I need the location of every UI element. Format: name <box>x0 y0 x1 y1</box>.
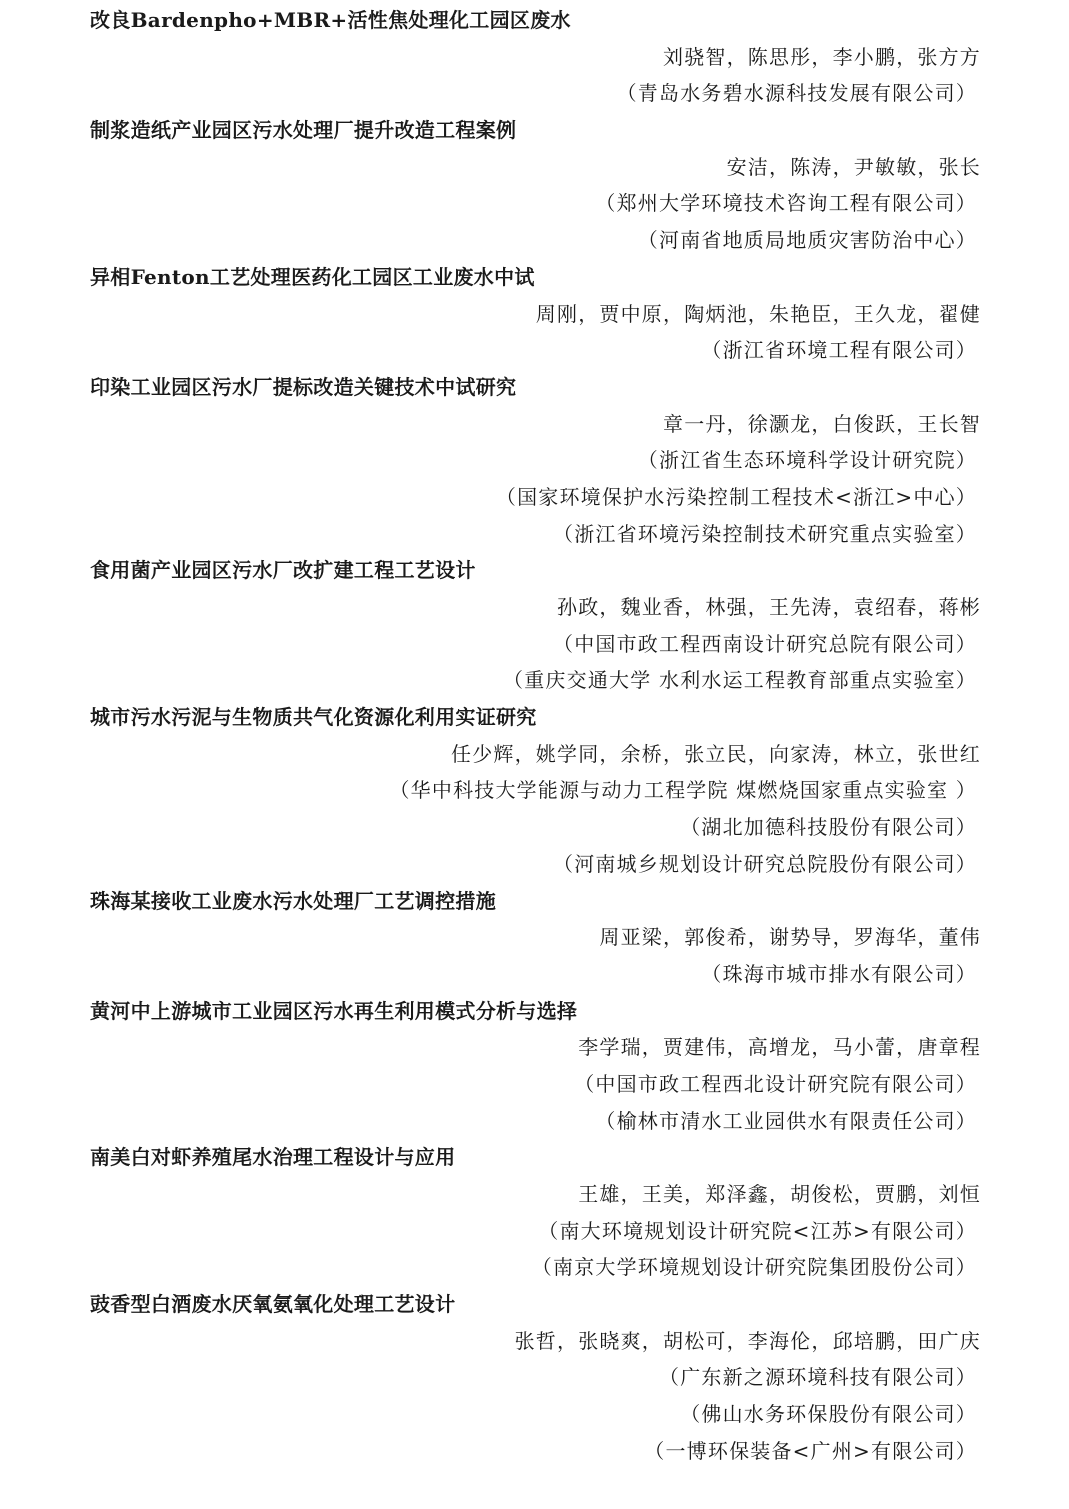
paper-title: 珠海某接收工业废水污水处理厂工艺调控措施 <box>90 888 496 913</box>
paper-title: 改良Bardenpho+MBR+活性焦处理化工园区废水 <box>90 8 571 32</box>
paper-entry <box>0 883 1069 993</box>
paper-affiliation: （浙江省生态环境科学设计研究院） <box>637 448 977 473</box>
paper-entry <box>0 699 1069 882</box>
paper-affiliation: （湖北加德科技股份有限公司） <box>680 815 977 840</box>
paper-authors: 任少辉，姚学同，余桥，张立民，向家涛，林立，张世红 <box>451 741 981 766</box>
document-body <box>0 2 1069 1470</box>
paper-affiliation: （佛山水务环保股份有限公司） <box>680 1402 977 1427</box>
paper-affiliation: （浙江省环境工程有限公司） <box>701 338 977 363</box>
paper-authors: 张哲，张晓爽，胡松可，李海伦，邱培鹏，田广庆 <box>514 1328 981 1353</box>
paper-authors: 李学瑞，贾建伟，高增龙，马小蕾，唐章程 <box>578 1035 981 1060</box>
paper-title: 豉香型白酒废水厌氧氨氧化处理工艺设计 <box>90 1292 456 1317</box>
paper-authors: 章一丹，徐灏龙，白俊跃，王长智 <box>663 411 981 436</box>
paper-authors: 周亚梁，郭俊希，谢势导，罗海华，董伟 <box>599 925 981 950</box>
paper-affiliation: （广东新之源环境科技有限公司） <box>659 1365 977 1390</box>
paper-affiliation: （一博环保装备<广州>有限公司） <box>644 1438 977 1463</box>
paper-title: 城市污水污泥与生物质共气化资源化利用实证研究 <box>90 705 537 730</box>
paper-authors: 孙政，魏业香，林强，王先涛，袁绍春，蒋彬 <box>557 595 981 619</box>
paper-affiliation: （中国市政工程西北设计研究院有限公司） <box>574 1071 977 1096</box>
paper-affiliation: （中国市政工程西南设计研究总院有限公司） <box>553 631 977 656</box>
paper-title: 异相Fenton工艺处理医药化工园区工业废水中试 <box>90 264 535 289</box>
paper-affiliation: （青岛水务碧水源科技发展有限公司） <box>616 81 977 106</box>
paper-affiliation: （河南城乡规划设计研究总院股份有限公司） <box>553 851 977 876</box>
paper-affiliation: （榆林市清水工业园供水有限责任公司） <box>595 1108 977 1133</box>
paper-affiliation: （南大环境规划设计研究院<江苏>有限公司） <box>538 1218 977 1243</box>
paper-entry <box>0 552 1069 699</box>
paper-entry <box>0 2 1069 112</box>
paper-authors: 王雄，王美，郑泽鑫，胡俊松，贾鹏，刘恒 <box>578 1182 981 1206</box>
paper-title: 制浆造纸产业园区污水处理厂提升改造工程案例 <box>90 118 517 143</box>
paper-entry <box>0 369 1069 552</box>
paper-affiliation: （华中科技大学能源与动力工程学院 煤燃烧国家重点实验室 ） <box>389 778 977 803</box>
paper-authors: 周刚，贾中原，陶炳池，朱艳臣，王久龙，翟健 <box>535 301 981 326</box>
paper-entry <box>0 1139 1069 1286</box>
paper-title: 食用菌产业园区污水厂改扩建工程工艺设计 <box>90 558 476 583</box>
paper-affiliation: （重庆交通大学 水利水运工程教育部重点实验室） <box>503 668 977 693</box>
paper-entry <box>0 112 1069 259</box>
paper-affiliation: （郑州大学环境技术咨询工程有限公司） <box>595 191 977 216</box>
paper-title: 黄河中上游城市工业园区污水再生利用模式分析与选择 <box>90 998 578 1023</box>
paper-affiliation: （河南省地质局地质灾害防治中心） <box>637 228 977 253</box>
paper-entry <box>0 993 1069 1140</box>
paper-title: 南美白对虾养殖尾水治理工程设计与应用 <box>90 1145 456 1170</box>
paper-entry <box>0 1286 1069 1469</box>
paper-title: 印染工业园区污水厂提标改造关键技术中试研究 <box>90 374 517 399</box>
paper-entry <box>0 259 1069 369</box>
paper-authors: 刘骁智，陈思彤，李小鹏，张方方 <box>663 44 981 69</box>
paper-authors: 安洁，陈涛，尹敏敏，张长 <box>726 154 981 179</box>
paper-affiliation: （珠海市城市排水有限公司） <box>701 961 977 986</box>
paper-affiliation: （南京大学环境规划设计研究院集团股份公司） <box>531 1255 977 1280</box>
paper-affiliation: （国家环境保护水污染控制工程技术<浙江>中心） <box>495 484 977 509</box>
paper-affiliation: （浙江省环境污染控制技术研究重点实验室） <box>553 521 977 546</box>
